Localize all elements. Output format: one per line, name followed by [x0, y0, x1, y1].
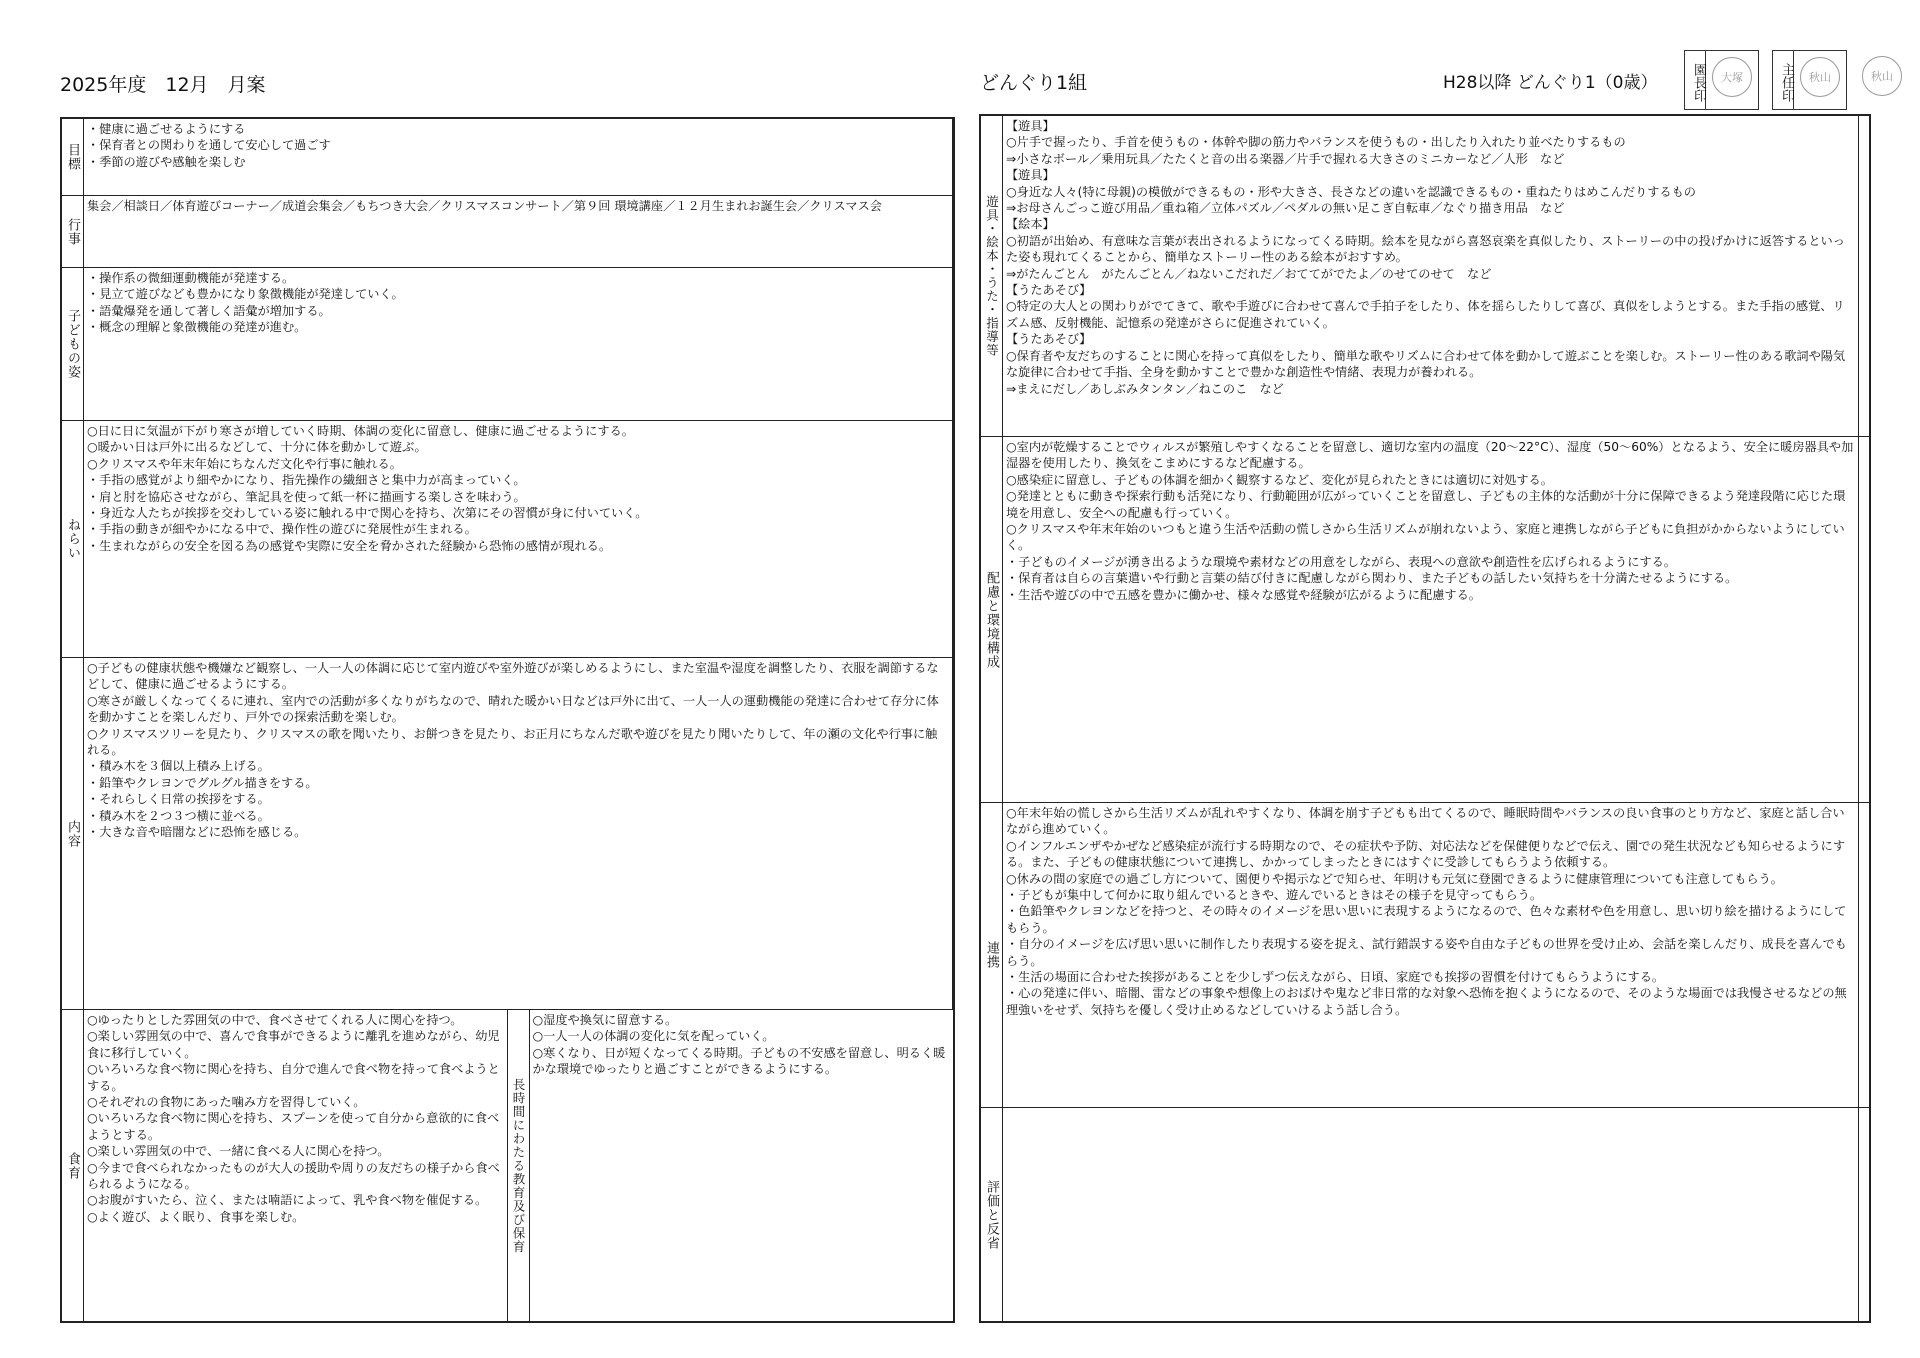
toys-margin	[1859, 116, 1869, 437]
text-line: 集会／相談日／体育遊びコーナー／成道会集会／もちつき大会／クリスマスコンサート／第９回 環境講座／１２月生まれお誕生会／クリスマス会	[87, 199, 882, 213]
env-content	[1003, 437, 1859, 803]
text-line: ○いろいろな食べ物に関心を持ち、自分で進んで食べ物を持って食べようとする。	[87, 1062, 500, 1093]
goals-content	[84, 119, 953, 196]
text-line: ・それらしく日常の挨拶をする。	[87, 792, 270, 807]
child-content	[84, 268, 953, 421]
text-line: ・積み木を３個以上積み上げる。	[87, 759, 270, 774]
principal-seal-stamp: 大塚	[1712, 57, 1752, 97]
text-line: ○室内が乾燥することでウィルスが繁殖しやすくなることを留意し、適切な室内の温度（20～22°C）、湿度（50～60%）となるよう、安全に暖房器具や加湿器を使用したり、換気をこまめにするなど配慮する。	[1006, 440, 1854, 471]
text-line: ・子どもが集中して何かに取り組んでいるときや、遊んでいるときはその様子を見守ってもらう。	[1006, 888, 1543, 903]
text-line: ・季節の遊びや感触を楽しむ	[87, 154, 246, 169]
aims-label: ねらい	[62, 421, 84, 658]
text-line: ○初語が出始め、有意味な言葉が表出されるようになってくる時期。絵本を見ながら喜怒哀楽を真似したり、ストーリーの中の投げかけに返答するといった姿も現れてくることから、簡単なストーリー性のある絵本がおすすめ。	[1006, 233, 1845, 265]
text-line: 【うたあそび】	[1006, 283, 1092, 298]
coop-margin	[1859, 803, 1869, 1108]
text-line: ○クリスマスや年末年始にちなんだ文化や行事に触れる。	[87, 456, 402, 471]
text-line: ○感染症に留意し、子どもの体調を細かく観察するなど、変化が見られたときには適切に対処する。	[1006, 472, 1553, 487]
text-line: ・手指の感覚がより細やかになり、指先操作の繊細さと集中力が高まっていく。	[87, 473, 526, 488]
text-line: ○一人一人の体調の変化に気を配っていく。	[532, 1029, 775, 1044]
head-teacher-seal-box	[1772, 50, 1847, 110]
text-line: ・子どものイメージが湧き出るような環境や素材などの用意をしながら、表現への意欲や創造性を広げられるようにする。	[1006, 554, 1676, 569]
content-label: 内容	[62, 658, 84, 1010]
text-line: ○年末年始の慌しさから生活リズムが乱れやすくなり、体調を崩す子どもも出てくるので、睡眠時間やバランスの良い食事のとり方など、家庭と話し合いながら進めていく。	[1006, 806, 1845, 837]
env-margin	[1859, 437, 1869, 803]
text-line: ・手指の動きが細やかになる中で、操作性の遊びに発展性が生まれる。	[87, 522, 477, 537]
events-label: 行事	[62, 196, 84, 268]
text-line: ・生活の場面に合わせた挨拶があることを少しずつ伝えながら、日頃、家庭でも挨拶の習慣を付けてもらうようにする。	[1006, 970, 1665, 985]
text-line: ・語彙爆発を通して著しく語彙が増加する。	[87, 303, 331, 318]
class-name: どんぐり1組	[980, 72, 1088, 94]
text-line: ・保育者との関わりを通して安心して過ごす	[87, 138, 331, 153]
text-line: ○インフルエンザやかぜなど感染症が流行する時期なので、その症状や予防、対応法などを保健便りなどで伝え、園での発生状況なども知らせるようにする。また、子どもの健康状態について連携し、かかってしまったときにはすぐに受診してもらうよう依頼する。	[1006, 838, 1846, 870]
coop-label: 連携	[981, 803, 1003, 1108]
text-line: ○楽しい雰囲気の中で、喜んで食事ができるように離乳を進めながら、幼児食に移行していく。	[87, 1029, 500, 1060]
text-line: ・鉛筆やクレヨンでグルグル描きをする。	[87, 775, 318, 790]
text-line: ○片手で握ったり、手首を使うもの・体幹や脚の筋力やバランスを使うもの・出したり入れたり並べたりするもの	[1006, 135, 1626, 150]
text-line: ⇒がたんごとん がたんごとん／ねないこだれだ／おててがでたよ／のせてのせて など	[1006, 266, 1492, 281]
text-line: ・操作系の微細運動機能が発達する。	[87, 271, 295, 285]
text-line: ○今まで食べられなかったものが大人の援助や周りの友だちの様子から食べられるようになる。	[87, 1160, 500, 1192]
principal-seal-label: 園長印	[1685, 51, 1706, 109]
text-line: 【絵本】	[1006, 217, 1055, 232]
text-line: ○寒さが厳しくなってくるに連れ、室内での活動が多くなりがちなので、晴れた暖かい日などは戸外に出て、一人一人の運動機能の発達に合わせて存分に体を動かすことを楽しんだり、戸外での探索活動を楽しむ。	[87, 693, 939, 725]
events-content	[84, 196, 953, 268]
principal-stamp-area	[1706, 51, 1758, 109]
text-line: ・心の発達に伴い、暗闇、雷などの事象や想像上のおばけや鬼など非日常的な対象へ恐怖を抱くようになるので、そのような場面では我慢させるなどの無理強いをせず、気持ちを優しく受け止めるなどしていけるよう話し合う。	[1006, 986, 1847, 1017]
text-line: ⇒まえにだし／あしぶみタンタン／ねこのこ など	[1006, 381, 1284, 396]
text-line: ・肩と肘を協応させながら、筆記具を使って紙一杯に描画する楽しさを味わう。	[87, 489, 526, 504]
text-line: ○よく遊び、よく眠り、食事を楽しむ。	[87, 1209, 305, 1224]
text-line: ○いろいろな食べ物に関心を持ち、スプーンを使って自分から意欲的に食べようとする。	[87, 1111, 500, 1142]
content-content	[84, 658, 953, 1010]
text-line: ○クリスマスや年末年始のいつもと違う生活や活動の慌しさから生活リズムが崩れないよう、家庭と連携しながら子どもに負担がかからないようにしていく。	[1006, 522, 1845, 553]
extra-seal-stamp: 秋山	[1862, 56, 1902, 96]
coop-content	[1003, 803, 1859, 1108]
review-label: 評価と反省	[981, 1108, 1003, 1321]
head-teacher-seal-label: 主任印	[1773, 51, 1794, 109]
long-care-content	[530, 1010, 954, 1321]
text-line: ・生活や遊びの中で五感を豊かに働かせ、様々な感覚や経験が広がるように配慮する。	[1006, 587, 1481, 602]
text-line: ・積み木を２つ３つ横に並べる。	[87, 808, 270, 823]
text-line: ○暖かい日は戸外に出るなどして、十分に体を動かして遊ぶ。	[87, 440, 427, 455]
text-line: ○寒くなり、日が短くなってくる時期。子どもの不安感を留意し、明るく暖かな環境でゆったりと過ごすことができるようにする。	[532, 1045, 946, 1077]
template-name: H28以降 どんぐり1（0歳）	[1443, 73, 1658, 93]
text-line: ○身近な人々(特に母親)の模倣ができるもの・形や大きさ、長さなどの違いを認識できるもの・重ねたりはめこんだりするもの	[1006, 184, 1696, 199]
goals-label: 目標	[62, 119, 84, 196]
long-care-label: 長時間にわたる教育及び保育	[508, 1010, 530, 1321]
head-teacher-stamp-area	[1794, 51, 1846, 109]
text-line: ○湿度や換気に留意する。	[532, 1013, 678, 1027]
text-line: ⇒小さなボール／乗用玩具／たたくと音の出る楽器／片手で握れる大きさのミニカーなど／人形 など	[1006, 151, 1565, 166]
text-line: ⇒お母さんごっこ遊び用品／重ね箱／立体パズル／ペダルの無い足こぎ自転車／なぐり描き用品 など	[1006, 201, 1565, 216]
text-line: ・保育者は自らの言葉遣いや行動と言葉の結び付きに配慮しながら関わり、また子どもの話したい気持ちを十分満たせるようにする。	[1006, 571, 1738, 586]
text-line: ・大きな音や暗闇などに恐怖を感じる。	[87, 825, 307, 840]
text-line: ○クリスマスツリーを見たり、クリスマスの歌を聞いたり、お餅つきを見たり、お正月にちなんだ歌や遊びを見たり聞いたりして、年の瀬の文化や行事に触れる。	[87, 726, 938, 758]
text-line: ・見立て遊びなども豊かになり象徴機能が発達していく。	[87, 287, 404, 302]
aims-content	[84, 421, 953, 658]
toys-content	[1003, 116, 1859, 437]
head-teacher-seal-stamp: 秋山	[1800, 57, 1840, 97]
text-line: ○保育者や友だちのすることに関心を持って真似をしたり、簡単な歌やリズムに合わせて体を動かして遊ぶことを楽しむ。ストーリー性のある歌詞や陽気な旋律に合わせて手指、全身を動かすことで豊かな創造性や情緒、表現力が養われる。	[1006, 348, 1846, 380]
text-line: ○日に日に気温が下がり寒さが増していく時期、体調の変化に留意し、健康に過ごせるようにする。	[87, 424, 634, 438]
text-line: ○お腹がすいたら、泣く、または喃語によって、乳や食べ物を催促する。	[87, 1193, 488, 1208]
text-line: ・概念の理解と象徴機能の発達が進む。	[87, 320, 307, 335]
text-line: ・健康に過ごせるようにする	[87, 122, 246, 136]
text-line: 【遊具】	[1006, 168, 1055, 183]
principal-seal-box	[1684, 50, 1759, 110]
review-margin	[1859, 1108, 1869, 1321]
text-line: 【遊具】	[1006, 119, 1055, 133]
food-label: 食育	[62, 1010, 84, 1321]
text-line: ○ゆったりとした雰囲気の中で、食べさせてくれる人に関心を持つ。	[87, 1013, 463, 1027]
text-line: ○それぞれの食物にあった噛み方を習得していく。	[87, 1095, 366, 1110]
text-line: ○子どもの健康状態や機嫌など観察し、一人一人の体調に応じて室内遊びや室外遊びが楽しめるようにし、また室温や湿度を調整したり、衣服を調節するなどして、健康に過ごせるようにする。	[87, 661, 939, 692]
text-line: ○楽しい雰囲気の中で、一緒に食べる人に関心を持つ。	[87, 1144, 390, 1159]
text-line: 【うたあそび】	[1006, 332, 1092, 347]
child-label: 子どもの姿	[62, 268, 84, 421]
text-line: ・自分のイメージを広げ思い思いに制作したり表現する姿を捉え、試行錯誤する姿や自由な子どもの世界を受け止め、会話を楽しんだり、成長を喜んでもらう。	[1006, 937, 1847, 968]
text-line: ・生まれながらの安全を図る為の感覚や実際に安全を脅かされた経験から恐怖の感情が現れる。	[87, 538, 612, 553]
left-plan-table	[60, 117, 955, 1323]
text-line: ○特定の大人との関わりがでてきて、歌や手遊びに合わせて喜んで手拍子をしたり、体を揺らしたりして喜び、真似をしようとする。また手指の感覚、リズム感、反射機能、記憶系の発達がさらに促進されていく。	[1006, 299, 1845, 330]
review-content	[1003, 1108, 1859, 1321]
text-line: ・色鉛筆やクレヨンなどを持つと、その時々のイメージを思い思いに表現するようになるので、色々な素材や色を用意し、思い切り絵を描けるようにしてもらう。	[1006, 904, 1847, 935]
env-label: 配慮と環境構成	[981, 437, 1003, 803]
text-line: ・身近な人たちが挨拶を交わしている姿に触れる中で関心を持ち、次第にその習慣が身に付いていく。	[87, 506, 648, 521]
right-plan-table	[979, 114, 1871, 1323]
text-line: ○休みの間の家庭での過ごし方について、園便りや掲示などで知らせ、年明けも元気に登園できるように健康管理についても注意してもらう。	[1006, 871, 1783, 886]
food-content	[84, 1010, 508, 1321]
plan-title: 2025年度 12月 月案	[60, 74, 266, 96]
toys-label: 遊具・絵本・うた・指導等	[981, 116, 1003, 437]
text-line: ○発達とともに動きや探索行動も活発になり、行動範囲が広がっていくことを留意し、子どもの主体的な活動が十分に保障できるよう発達段階に応じた環境を用意し、安全への配慮も行っていく。	[1006, 489, 1846, 520]
